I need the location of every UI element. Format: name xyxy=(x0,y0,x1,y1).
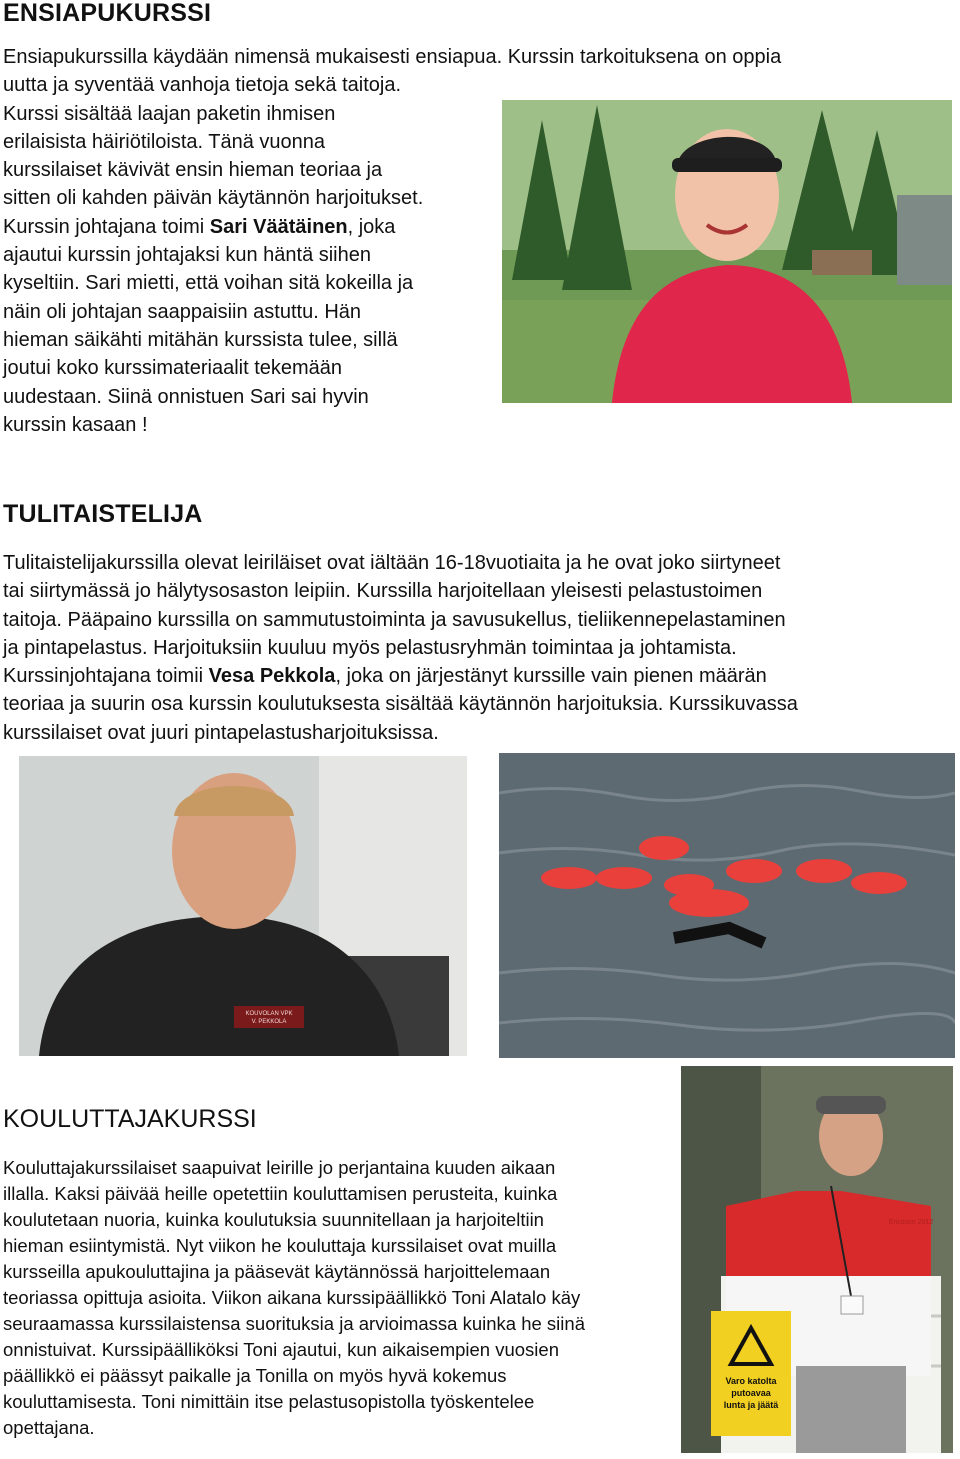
photo-toni-alatalo xyxy=(681,1066,953,1453)
paragraph-kouluttaja xyxy=(3,1155,673,1441)
text-line: erilaisista häiriötiloista. Tänä vuonna xyxy=(3,130,326,153)
text-line: tai siirtymässä jo hälytysosaston leipiin. Kurssilla harjoitellaan yleisesti pelastustoimen xyxy=(3,580,763,603)
text-line: sitten oli kahden päivän käytännön harjoitukset. xyxy=(3,187,424,210)
text-line: seuraamassa kurssilaistensa suorituksia ja arvioimassa kuinka he siinä xyxy=(3,1313,585,1334)
text-line: Kouluttajakurssilaiset saapuivat leirille jo perjantaina kuuden aikaan xyxy=(3,1157,556,1178)
text-line: teoriassa opittuja asioita. Viikon aikana kurssipäällikkö Toni Alatalo käy xyxy=(3,1287,581,1308)
text-line: kurssilaiset ovat juuri pintapelastusharjoituksissa. xyxy=(3,721,439,744)
text-line: hieman esiintymistä. Nyt viikon he kouluttaja kurssilaiset ovat muilla xyxy=(3,1235,557,1256)
text-line: koulutetaan nuoria, kuinka koulutuksia suunnitellaan ja harjoiteltiin xyxy=(3,1209,544,1230)
text-line: ja pintapelastus. Harjoituksiin kuuluu myös pelastusryhmän toimintaa ja johtamista. xyxy=(3,636,737,659)
text-run: , joka xyxy=(347,215,396,238)
text-line: taitoja. Pääpaino kurssilla on sammutustoiminta ja savusukellus, tieliikennepelastaminen xyxy=(3,608,786,631)
text-line: kyseltiin. Sari mietti, että voihan sitä kokeilla ja xyxy=(3,272,414,295)
text-line: uutta ja syventää vanhoja tietoja sekä taitoja. xyxy=(3,74,402,97)
text-line: kouluttamisesta. Toni nimittäin itse pelastusopistolla työskentelee xyxy=(3,1391,535,1412)
sign-text: lunta ja jäätä xyxy=(723,1400,779,1410)
text-line: opettajana. xyxy=(3,1417,95,1438)
text-line: näin oli johtajan saappaisiin astuttu. Hän xyxy=(3,300,362,323)
text-line: joutui koko kurssimateriaalit tekemään xyxy=(3,357,343,380)
text-line: kursseilla apukouluttajina ja pääsevät käytännössä harjoittelemaan xyxy=(3,1261,551,1282)
text-run: Kurssinjohtajana toimii xyxy=(3,665,209,688)
photo-water-rescue xyxy=(499,753,955,1058)
person-name-sari: Sari Väätäinen xyxy=(209,215,348,238)
paragraph-tulitaistelija xyxy=(3,549,958,747)
text-line: onnistuivat. Kurssipäälliköksi Toni ajautui, kun aikaisempien vuosien xyxy=(3,1339,559,1360)
text-line: Tulitaistelijakurssilla olevat leiriläiset ovat iältään 16-18vuotiaita ja he ovat joko siirtyneet xyxy=(3,552,781,574)
text-line: kurssilaiset kävivät ensin hieman teoriaa ja xyxy=(3,159,383,182)
text-line: Ensiapukurssilla käydään nimensä mukaisesti ensiapua. Kurssin tarkoituksena on oppia xyxy=(3,46,782,68)
text-line: kurssin kasaan ! xyxy=(3,413,148,436)
person-name-vesa: Vesa Pekkola xyxy=(208,665,336,688)
text-line: ajautui kurssin johtajaksi kun häntä siihen xyxy=(3,244,371,267)
section-heading-kouluttaja: KOULUTTAJAKURSSI xyxy=(3,1105,257,1133)
text-line: teoriaa ja suurin osa kurssin koulutuksesta sisältää käytännön harjoituksia. Kurssikuvassa xyxy=(3,693,798,716)
text-line xyxy=(3,662,958,690)
photo-vesa-pekkola xyxy=(19,756,467,1056)
text-line: päällikkö ei päässyt paikalle ja Tonilla on myös hyvä kokemus xyxy=(3,1365,507,1386)
shirt-logo-text: Ericsson 2012 xyxy=(888,1219,934,1226)
photo-sari-vaatainen xyxy=(502,100,952,403)
text-line: hieman säikähti mitähän kurssista tulee, sillä xyxy=(3,328,398,351)
text-line: illalla. Kaksi päivää heille opetettiin kouluttamisen perusteita, kuinka xyxy=(3,1183,558,1204)
section-heading-ensiapu: ENSIAPUKURSSI xyxy=(3,0,212,27)
section-heading-tulitaistelija: TULITAISTELIJA xyxy=(3,500,203,528)
text-run: , joka on järjestänyt kurssille vain pienen määrän xyxy=(335,665,767,688)
jacket-label-text: V. PEKKOLA xyxy=(251,1019,287,1025)
sign-text: Varo katolta xyxy=(725,1376,777,1386)
text-line: uudestaan. Siinä onnistuen Sari sai hyvin xyxy=(3,385,369,408)
sign-text: putoavaa xyxy=(731,1388,771,1398)
jacket-label-text: KOUVOLAN VPK xyxy=(245,1011,293,1017)
text-run: Kurssin johtajana toimi xyxy=(3,215,210,238)
text-line: Kurssi sisältää laajan paketin ihmisen xyxy=(3,102,336,125)
